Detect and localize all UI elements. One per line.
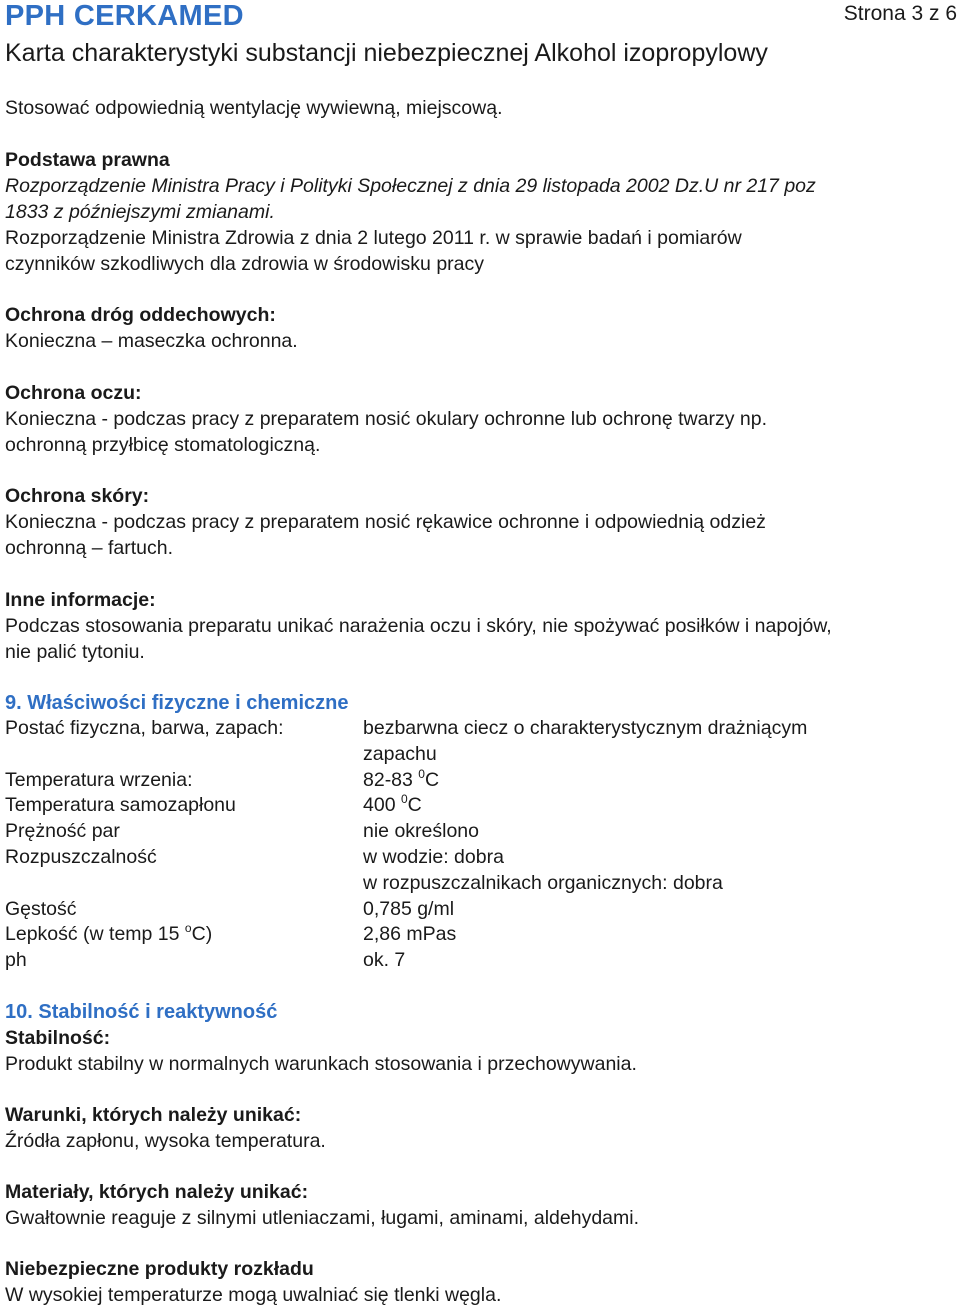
section-title-text: Właściwości fizyczne i chemiczne [27, 692, 349, 714]
property-value: 0,785 g/ml [363, 897, 455, 920]
avoid-conditions-heading: Warunki, których należy unikać: [5, 1103, 302, 1126]
table-row [5, 871, 807, 897]
document-page [5, 0, 957, 1308]
name-text: C) [191, 923, 213, 946]
table-row [5, 819, 807, 845]
property-name: Postać fizyczna, barwa, zapach: [5, 717, 284, 739]
avoid-conditions-text: Źródła zapłonu, wysoka temperatura. [5, 1129, 326, 1152]
property-value: w rozpuszczalnikach organicznych: dobra [363, 871, 723, 894]
page-header [5, 0, 957, 70]
eye-text: ochronną przyłbicę stomatologiczną. [5, 434, 321, 456]
table-row [5, 897, 807, 923]
company-name: PPH CERKAMED [5, 0, 244, 32]
property-value: nie określono [363, 820, 479, 843]
respiratory-protection [5, 302, 957, 354]
ventilation-text: Stosować odpowiednią wentylację wywiewną, miejscową. [5, 97, 503, 119]
value-unit: C [424, 768, 440, 791]
skin-heading: Ochrona skóry: [5, 485, 150, 507]
legal-line: Rozporządzenie Ministra Pracy i Polityki Społecznej z dnia 29 listopada 2002 Dz.U nr 217 poz [5, 175, 816, 197]
stability-text: Produkt stabilny w normalnych warunkach stosowania i przechowywania. [5, 1052, 637, 1075]
property-value [363, 793, 807, 819]
properties-table [5, 716, 807, 974]
degree-sup: 0 [400, 792, 408, 807]
name-text: Lepkość (w temp 15 [5, 923, 185, 946]
stability-heading: Stabilność: [5, 1026, 111, 1049]
section-9-title [5, 690, 957, 716]
property-name [5, 922, 363, 948]
property-value: ok. 7 [363, 949, 406, 972]
property-value [363, 768, 807, 794]
other-text: Podczas stosowania preparatu unikać narażenia oczu i skóry, nie spożywać posiłków i napojów, [5, 615, 832, 637]
property-name: Temperatura wrzenia: [5, 768, 193, 791]
legal-line: 1833 z późniejszymi zmianami. [5, 201, 275, 223]
decomposition-heading: Niebezpieczne produkty rozkładu [5, 1257, 314, 1280]
property-value: 2,86 mPas [363, 923, 457, 946]
degree-sup: o [184, 921, 192, 936]
eye-protection [5, 380, 957, 458]
property-value: bezbarwna ciecz o charakterystycznym drażniącym [363, 717, 808, 739]
property-name: Temperatura samozapłonu [5, 794, 236, 817]
document-title: Karta charakterystyki substancji niebezpiecznej Alkohol izopropylowy [5, 39, 768, 67]
legal-line: Rozporządzenie Ministra Zdrowia z dnia 2 lutego 2011 r. w sprawie badań i pomiarów [5, 227, 742, 249]
legal-heading: Podstawa prawna [5, 149, 170, 171]
property-value: zapachu [363, 742, 437, 765]
table-row [5, 742, 807, 768]
eye-heading: Ochrona oczu: [5, 382, 142, 404]
decomposition-text: W wysokiej temperaturze mogą uwalniać się tlenki węgla. [5, 1283, 502, 1306]
skin-text: Konieczna - podczas pracy z preparatem nosić rękawice ochronne i odpowiednią odzież [5, 511, 766, 533]
respiratory-text: Konieczna – maseczka ochronna. [5, 330, 298, 352]
skin-protection [5, 483, 957, 561]
section-number: 9. [5, 692, 22, 714]
table-row [5, 716, 807, 742]
table-row [5, 793, 807, 819]
value-unit: C [407, 794, 422, 817]
table-row [5, 948, 807, 974]
table-row [5, 922, 807, 948]
legal-basis [5, 147, 957, 277]
property-name: ph [5, 949, 27, 972]
property-name: Rozpuszczalność [5, 845, 157, 868]
legal-line: czynników szkodliwych dla zdrowia w środowisku pracy [5, 253, 485, 275]
avoid-materials-heading: Materiały, których należy unikać: [5, 1180, 309, 1203]
other-info [5, 587, 957, 665]
section-9 [5, 690, 957, 974]
skin-text: ochronną – fartuch. [5, 537, 174, 559]
property-value: w wodzie: dobra [363, 845, 504, 868]
section-10-title [5, 999, 957, 1025]
property-name [5, 742, 363, 768]
table-row [5, 768, 807, 794]
property-name: Gęstość [5, 897, 77, 920]
degree-sup: 0 [418, 766, 425, 781]
avoid-materials-text: Gwałtownie reaguje z silnymi utleniaczami, ługami, aminami, aldehydami. [5, 1206, 640, 1229]
other-text: nie palić tytoniu. [5, 641, 145, 663]
section-number: 10. [5, 1000, 33, 1023]
section-title-text: Stabilność i reaktywność [38, 1000, 278, 1023]
table-row [5, 845, 807, 871]
eye-text: Konieczna - podczas pracy z preparatem nosić okulary ochronne lub ochronę twarzy np. [5, 408, 767, 430]
value-number: 82-83 [363, 768, 413, 791]
page-number: Strona 3 z 6 [843, 2, 957, 25]
property-name: Prężność par [5, 820, 120, 843]
value-number: 400 [363, 794, 396, 817]
section-10 [5, 999, 957, 1308]
other-heading: Inne informacje: [5, 589, 156, 611]
property-name [5, 871, 363, 897]
respiratory-heading: Ochrona dróg oddechowych: [5, 304, 276, 326]
